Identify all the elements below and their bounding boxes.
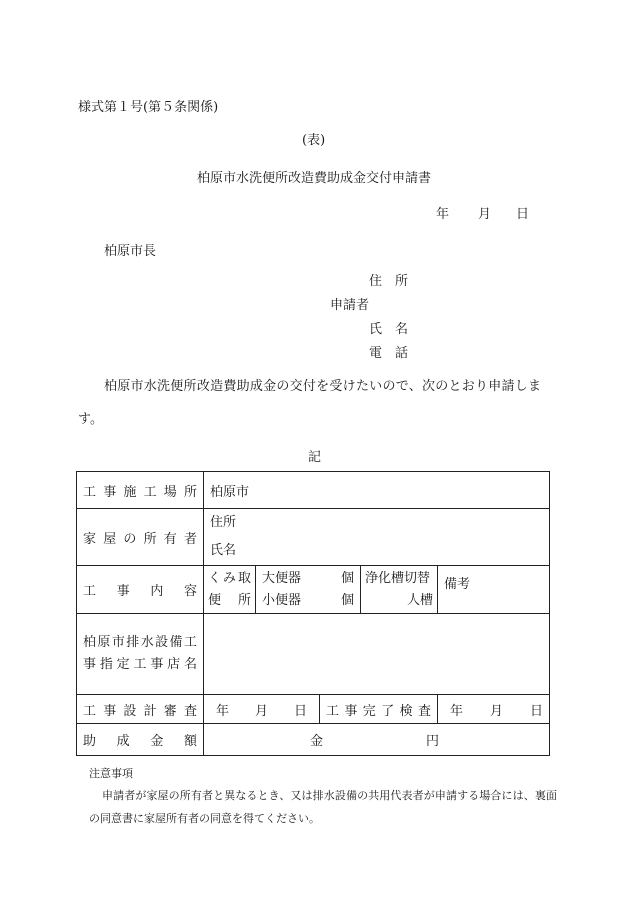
notes-line1: 申請者が家屋の所有者と異なるとき、又は排水設備の共用代表者が申請する場合には、裏面 [102, 789, 558, 802]
toilet-cell [256, 566, 361, 614]
applicant-name-label: 氏 名 [369, 322, 409, 337]
amount-prefix: 金 [310, 733, 324, 749]
row-location [77, 472, 550, 509]
row-owner [77, 509, 550, 566]
row-content [77, 566, 550, 614]
body-text-line1: 柏原市水洗便所改造費助成金の交付を受けたいので、次のとおり申請しま [104, 379, 542, 394]
row-inspection [77, 695, 550, 724]
completion-month: 月 [489, 703, 503, 719]
septic-unit: 人槽 [406, 592, 433, 608]
form-number: 様式第１号(第５条関係) [78, 100, 219, 115]
large-toilet-unit: 個 [340, 570, 354, 586]
row-contractor [77, 614, 550, 695]
contractor-label [77, 614, 204, 695]
page-title: 柏原市水洗便所改造費助成金交付申請書 [197, 171, 432, 186]
owner-cell [204, 509, 550, 566]
owner-label: 家屋の所有者 [77, 509, 204, 566]
owner-name-label: 氏名 [210, 543, 237, 558]
kumitori-line1: くみ取 [208, 570, 251, 586]
septic-label: 浄化槽切替 [365, 570, 431, 586]
amount-label: 助成金額 [77, 724, 204, 756]
notes-line2: の同意書に家屋所有者の同意を得てください。 [89, 812, 320, 825]
applicant-label: 申請者 [330, 298, 370, 313]
applicant-address-label: 住 所 [369, 274, 409, 289]
addressee: 柏原市長 [104, 244, 157, 259]
date-year: 年 [436, 207, 450, 222]
applicant-phone-label: 電 話 [369, 346, 409, 361]
kumitori-line2: 便 所 [208, 592, 251, 608]
completion-day: 日 [529, 703, 543, 719]
septic-cell [361, 566, 438, 614]
large-toilet-label: 大便器 [262, 570, 302, 586]
row-amount [77, 724, 550, 756]
remarks-label: 備考 [444, 577, 471, 592]
content-label: 工事内容 [77, 566, 204, 614]
design-month: 月 [254, 703, 268, 719]
design-review-date [204, 695, 320, 724]
remarks-cell [438, 566, 550, 614]
amount-cell [204, 724, 550, 756]
contractor-value [204, 614, 550, 695]
date-month: 月 [478, 207, 492, 222]
completion-date [438, 695, 550, 724]
kumitori-cell [204, 566, 256, 614]
notes-heading: 注意事項 [89, 767, 133, 780]
design-day: 日 [293, 703, 307, 719]
contractor-label-line1: 柏原市排水設備工 [83, 635, 197, 650]
body-text-line2: す。 [78, 412, 103, 427]
small-toilet-unit: 個 [340, 592, 354, 608]
small-toilet-label: 小便器 [262, 592, 302, 608]
completion-label: 工事完了検査 [320, 695, 438, 724]
completion-year: 年 [450, 703, 464, 719]
location-label: 工事施工場所 [77, 472, 204, 509]
form-side: (表) [302, 133, 326, 148]
application-table [76, 471, 550, 756]
ki-heading: 記 [308, 450, 322, 465]
owner-address-label: 住所 [210, 515, 237, 530]
date-day: 日 [516, 207, 530, 222]
design-year: 年 [216, 703, 230, 719]
design-review-label: 工事設計審査 [77, 695, 204, 724]
amount-yen: 円 [426, 733, 440, 749]
contractor-label-line2: 事指定工事店名 [83, 657, 197, 672]
location-value: 柏原市 [204, 472, 550, 509]
